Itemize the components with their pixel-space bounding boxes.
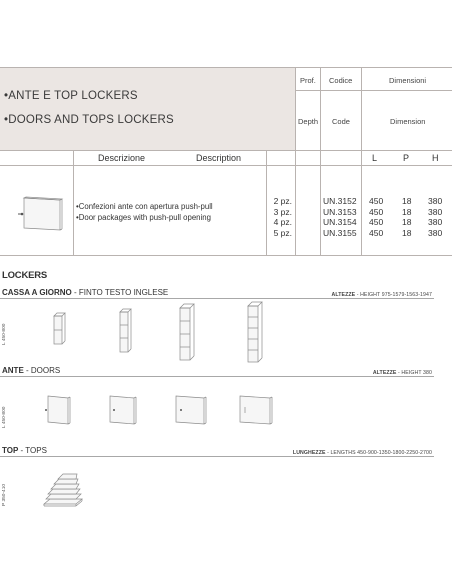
top-label-bold: TOP	[2, 446, 19, 455]
qty-column	[272, 196, 292, 238]
cassa-label	[2, 288, 168, 297]
L-cell: 450	[369, 217, 384, 228]
row-divider	[73, 150, 74, 255]
cassa-side-label: L 450-800	[2, 323, 7, 345]
door-medium	[110, 396, 136, 424]
prof-label: Prof.	[300, 76, 316, 85]
cassa-rule	[0, 298, 434, 299]
title-band	[0, 68, 295, 150]
H-cell: 380	[428, 227, 443, 238]
ante-label-rest: - DOORS	[23, 366, 61, 375]
code-cell: UN.3152	[323, 196, 357, 206]
col-P: P	[403, 153, 410, 163]
top-label	[2, 446, 47, 455]
row-divider	[295, 150, 296, 255]
door-small	[45, 396, 70, 424]
P-column	[402, 196, 411, 238]
table-bottom-rule	[0, 255, 452, 256]
P-cell: 18	[402, 206, 412, 217]
header-divider	[295, 67, 296, 150]
depth-label: Depth	[298, 117, 319, 126]
code-column	[323, 196, 357, 238]
qty-cell: 5 pz.	[273, 227, 292, 238]
col-descrizione: Descrizione	[98, 153, 146, 163]
row-divider	[266, 150, 267, 255]
P-cell: 18	[402, 227, 412, 238]
column-header-rule	[0, 165, 452, 166]
header-divider	[361, 67, 362, 150]
cassa-label-rest: - FINTO TESTO INGLESE	[71, 288, 169, 297]
top-lengths-rest: - LENGTHS 450-900-1350-1800-2250-2700	[325, 450, 432, 456]
lockers-title: LOCKERS	[2, 270, 48, 281]
top-stack-drawing-image	[36, 464, 106, 510]
door-large	[176, 396, 206, 424]
top-rule	[0, 456, 434, 457]
dimensioni-label: Dimensioni	[389, 76, 427, 85]
door-thumbnail-image	[14, 196, 66, 232]
H-cell: 380	[428, 206, 443, 217]
P-cell: 18	[402, 196, 412, 206]
cassa-1579	[120, 309, 131, 352]
cassa-1947	[248, 302, 262, 362]
H-column	[428, 196, 442, 238]
description-italian: •Confezioni ante con apertura push-pull	[76, 202, 213, 211]
code-cell: UN.3153	[323, 206, 357, 217]
row-divider	[320, 150, 321, 255]
code-cell: UN.3154	[323, 217, 357, 228]
header-mid-rule	[295, 90, 452, 91]
codice-label: Codice	[329, 76, 353, 85]
code-cell: UN.3155	[323, 227, 357, 238]
cassa-975	[54, 313, 65, 344]
qty-cell: 3 pz.	[273, 206, 292, 217]
col-L: L	[372, 153, 378, 163]
code-label: Code	[332, 117, 350, 126]
ante-heights-bold: ALTEZZE	[372, 370, 397, 376]
L-cell: 450	[369, 227, 384, 238]
ante-heights-rest: - HEIGHT 380	[396, 370, 432, 376]
dimension-label: Dimension	[390, 117, 426, 126]
cassa-label-bold: CASSA A GIORNO	[2, 288, 72, 297]
ante-rule	[0, 376, 434, 377]
product-description	[76, 202, 213, 223]
cassa-heights-rest: - HEIGHT 975-1579-1563-1947	[355, 292, 432, 298]
L-cell: 450	[369, 206, 384, 217]
header-top-rule	[0, 67, 452, 68]
ante-side-label: L 450-800	[2, 406, 7, 428]
title-italian: •ANTE E TOP LOCKERS	[4, 90, 138, 102]
description-english: •Door packages with push-pull opening	[76, 212, 211, 222]
H-cell: 380	[428, 217, 443, 228]
cassa-heights-bold: ALTEZZE	[331, 292, 356, 298]
row-divider	[361, 150, 362, 255]
L-column	[369, 196, 383, 238]
ante-drawings-image	[40, 390, 280, 434]
ante-label-bold: ANTE	[2, 366, 24, 375]
top-side-label: P 350-410	[2, 483, 7, 506]
qty-cell: 2 pz.	[273, 196, 292, 206]
cassa-1563	[180, 304, 194, 360]
col-H: H	[432, 153, 439, 163]
P-cell: 18	[402, 217, 412, 228]
col-description: Description	[196, 153, 242, 163]
top-lengths-bold: LUNGHEZZE	[292, 450, 326, 456]
qty-cell: 4 pz.	[273, 217, 292, 228]
H-cell: 380	[428, 196, 443, 206]
header-divider	[320, 67, 321, 150]
header-bottom-rule	[0, 150, 452, 151]
door-xlarge	[240, 396, 272, 424]
title-english: •DOORS AND TOPS LOCKERS	[4, 114, 174, 126]
ante-label	[2, 366, 60, 375]
cassa-drawings-image	[40, 300, 280, 368]
L-cell: 450	[369, 196, 384, 206]
top-label-rest: - TOPS	[18, 446, 47, 455]
